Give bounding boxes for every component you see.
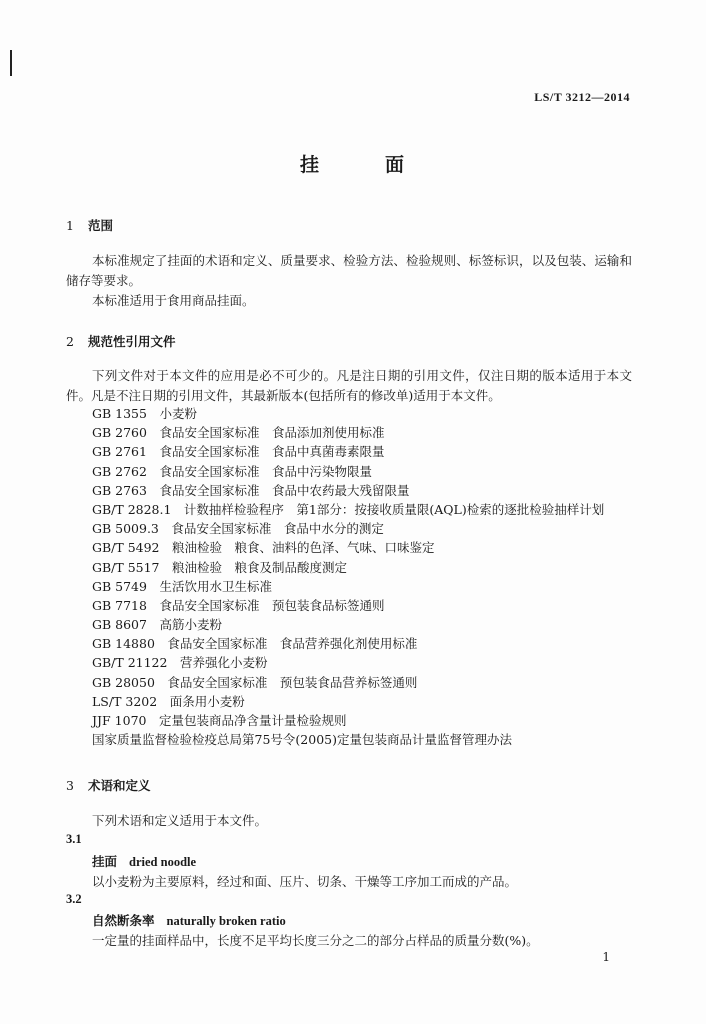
- reference-item: GB 14880 食品安全国家标准 食品营养强化剂使用标准: [92, 636, 418, 652]
- page-number: 1: [602, 950, 610, 964]
- scan-edge-mark: [10, 50, 12, 76]
- section-3-heading: [66, 776, 151, 794]
- section-3-intro: 下列术语和定义适用于本文件。: [92, 813, 268, 828]
- section-3-title: 术语和定义: [88, 778, 151, 793]
- standard-code: LS/T 3212—2014: [534, 90, 630, 104]
- term-3-2-number: 3.2: [66, 892, 82, 906]
- section-2-intro: 下列文件对于本文件的应用是必不可少的。凡是注日期的引用文件，仅注日期的版本适用于本文件。凡是不注日期的引用文件，其最新版本(包括所有的修改单)适用于本文件。: [66, 368, 632, 403]
- normative-references-list: [92, 404, 604, 749]
- title-char-1: 挂: [299, 154, 321, 176]
- reference-item: GB/T 5492 粮油检验 粮食、油料的色泽、气味、口味鉴定: [92, 540, 435, 556]
- section-1-title: 范围: [88, 218, 114, 233]
- term-3-1-name-zh: 挂面: [92, 854, 118, 869]
- reference-item: GB/T 5517 粮油检验 粮食及制品酸度测定: [92, 559, 348, 575]
- reference-item: JJF 1070 定量包装商品净含量计量检验规则: [92, 713, 347, 728]
- document-title: [0, 150, 706, 177]
- reference-item: GB/T 21122 营养强化小麦粉: [92, 655, 268, 671]
- section-1-paragraph-2: 本标准适用于食用商品挂面。: [92, 293, 255, 308]
- reference-item: GB/T 2828.1 计数抽样检验程序 第1部分：按接收质量限(AQL)检索的逐批检验抽样计划: [92, 501, 605, 517]
- term-3-2-name-en: naturally broken ratio: [166, 914, 286, 928]
- reference-item: GB 1355 小麦粉: [92, 406, 197, 421]
- reference-item: LS/T 3202 面条用小麦粉: [92, 693, 245, 709]
- section-1-paragraph-1: 本标准规定了挂面的术语和定义、质量要求、检验方法、检验规则、标签标识，以及包装、运输和储存等要求。: [66, 253, 632, 288]
- term-3-1-name: [92, 852, 196, 870]
- reference-item: GB 5749 生活饮用水卫生标准: [92, 578, 272, 594]
- term-3-1-definition: 以小麦粉为主要原料，经过和面、压片、切条、干燥等工序加工而成的产品。: [92, 874, 518, 889]
- term-3-2-definition: 一定量的挂面样品中，长度不足平均长度三分之二的部分占样品的质量分数(%)。: [92, 933, 539, 948]
- reference-item: GB 28050 食品安全国家标准 预包装食品营养标签通则: [92, 674, 418, 690]
- reference-item: GB 2762 食品安全国家标准 食品中污染物限量: [92, 463, 372, 479]
- section-1-number: 1: [66, 218, 74, 233]
- reference-item: GB 2763 食品安全国家标准 食品中农药最大残留限量: [92, 482, 410, 498]
- term-3-1-number: 3.1: [66, 832, 82, 846]
- term-3-1-name-en: dried noodle: [129, 855, 197, 869]
- reference-item: GB 2760 食品安全国家标准 食品添加剂使用标准: [92, 425, 385, 441]
- section-2-heading: [66, 332, 176, 350]
- reference-item: GB 5009.3 食品安全国家标准 食品中水分的测定: [92, 521, 384, 537]
- reference-item: GB 2761 食品安全国家标准 食品中真菌毒素限量: [92, 444, 385, 460]
- section-2-title: 规范性引用文件: [88, 334, 176, 349]
- reference-item: GB 8607 高筋小麦粉: [92, 617, 222, 633]
- section-1-heading: [66, 216, 113, 234]
- section-3-number: 3: [66, 778, 74, 793]
- term-3-2-name-zh: 自然断条率: [92, 913, 155, 928]
- section-2-number: 2: [66, 334, 74, 349]
- reference-item: 国家质量监督检验检疫总局第75号令(2005)定量包装商品计量监督管理办法: [92, 732, 512, 748]
- reference-item: GB 7718 食品安全国家标准 预包装食品标签通则: [92, 597, 385, 613]
- term-3-2-name: [92, 911, 286, 929]
- title-char-2: 面: [385, 154, 407, 176]
